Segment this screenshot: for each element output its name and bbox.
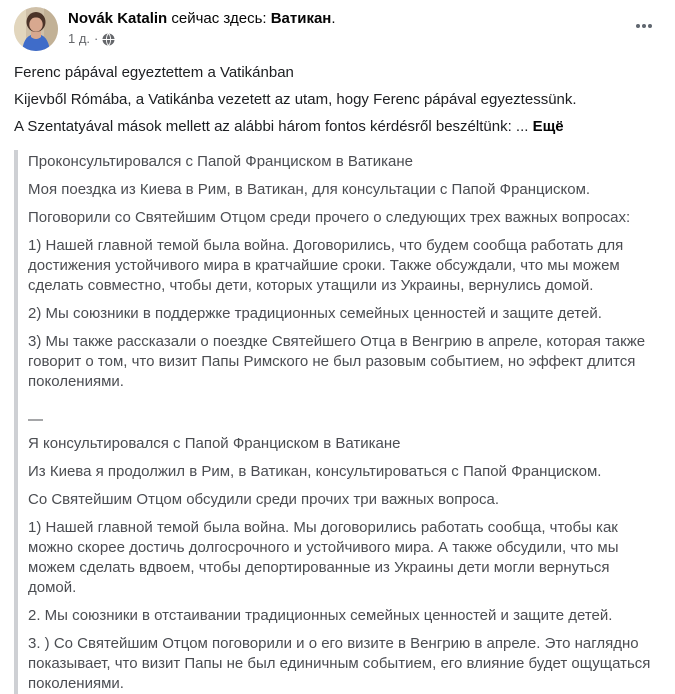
ellipsis-icon xyxy=(636,24,640,28)
translation-dash-separator: — xyxy=(28,411,43,428)
ellipsis-icon xyxy=(642,24,646,28)
translation-paragraph: 1) Нашей главной темой была война. Мы договорились работать сообща, чтобы как можно скорее достичь долгосрочного и устойчивого мира. А также обсудили, что мы можем сделать вдвоем, чтобы депортированные из Украины дети могли вернуться домой. xyxy=(28,519,619,596)
avatar[interactable] xyxy=(14,7,58,51)
ellipsis-icon xyxy=(648,24,652,28)
author-name-link[interactable]: Novák Katalin xyxy=(68,10,168,27)
see-more-link[interactable]: Ещё xyxy=(532,118,564,135)
translation-paragraph: Со Святейшим Отцом обсудили среди прочих три важных вопроса. xyxy=(28,491,500,508)
context-text: сейчас здесь: xyxy=(171,10,267,27)
profile-photo-icon xyxy=(14,7,58,51)
post-paragraph: Ferenc pápával egyeztettem a Vatikánban xyxy=(14,64,294,81)
post-paragraph: Kijevből Rómába, a Vatikánba vezetett az utam, hogy Ferenc pápával egyeztessünk. xyxy=(14,91,577,108)
translation-paragraph: Проконсультировался с Папой Франциском в Ватикане xyxy=(28,153,413,170)
translation-paragraph: Из Киева я продолжил в Рим, в Ватикан, консультироваться с Папой Франциском. xyxy=(28,463,602,480)
post-body xyxy=(14,63,659,137)
translation-paragraph: Поговорили со Святейшим Отцом среди прочего о следующих трех важных вопросах: xyxy=(28,209,631,226)
translation-paragraph: 3) Мы также рассказали о поездке Святейшего Отца в Венгрию в апреле, которая также говорит о том, что визит Папы Римского не был разовым событием, но эффект длится поколениями. xyxy=(28,333,646,390)
name-line xyxy=(68,9,336,29)
translation-paragraph: Моя поездка из Киева в Рим, в Ватикан, для консультации с Папой Франциском. xyxy=(28,181,591,198)
location-link[interactable]: Ватикан xyxy=(270,10,332,27)
ellipsis-menu-button[interactable] xyxy=(631,17,657,35)
meta-line xyxy=(68,31,336,47)
translation-paragraph: 2) Мы союзники в поддержке традиционных семейных ценностей и защите детей. xyxy=(28,305,602,322)
post-paragraph-text: A Szentatyával mások mellett az alábbi három fontos kérdésről beszéltünk: ... xyxy=(14,118,529,135)
dot-separator: · xyxy=(94,31,99,46)
header-text xyxy=(68,7,336,47)
translation-paragraph: Я консультировался с Папой Франциском в Ватикане xyxy=(28,435,401,452)
post-paragraph xyxy=(14,117,659,137)
translation-paragraph: 2. Мы союзники в отстаивании традиционных семейных ценностей и защите детей. xyxy=(28,607,613,624)
translation-paragraph: 3. ) Со Святейшим Отцом поговорили и о его визите в Венгрию в апреле. Это наглядно показывает, что визит Папы не был единичным событием, его влияние будет ощущаться поколениями. xyxy=(28,635,651,692)
timestamp-link[interactable]: 1 д. xyxy=(68,31,91,46)
translation-paragraph: 1) Нашей главной темой была война. Договорились, что будем сообща работать для достижения устойчивого мира в кратчайшие сроки. Также обсуждали, что мы можем сделать совместно, чтобы дети, которых утащили из Украины, вернулись домой. xyxy=(28,237,624,294)
post-header xyxy=(14,7,659,51)
name-line-period: . xyxy=(331,10,336,27)
globe-icon xyxy=(102,33,115,46)
translation-quote xyxy=(14,150,659,694)
